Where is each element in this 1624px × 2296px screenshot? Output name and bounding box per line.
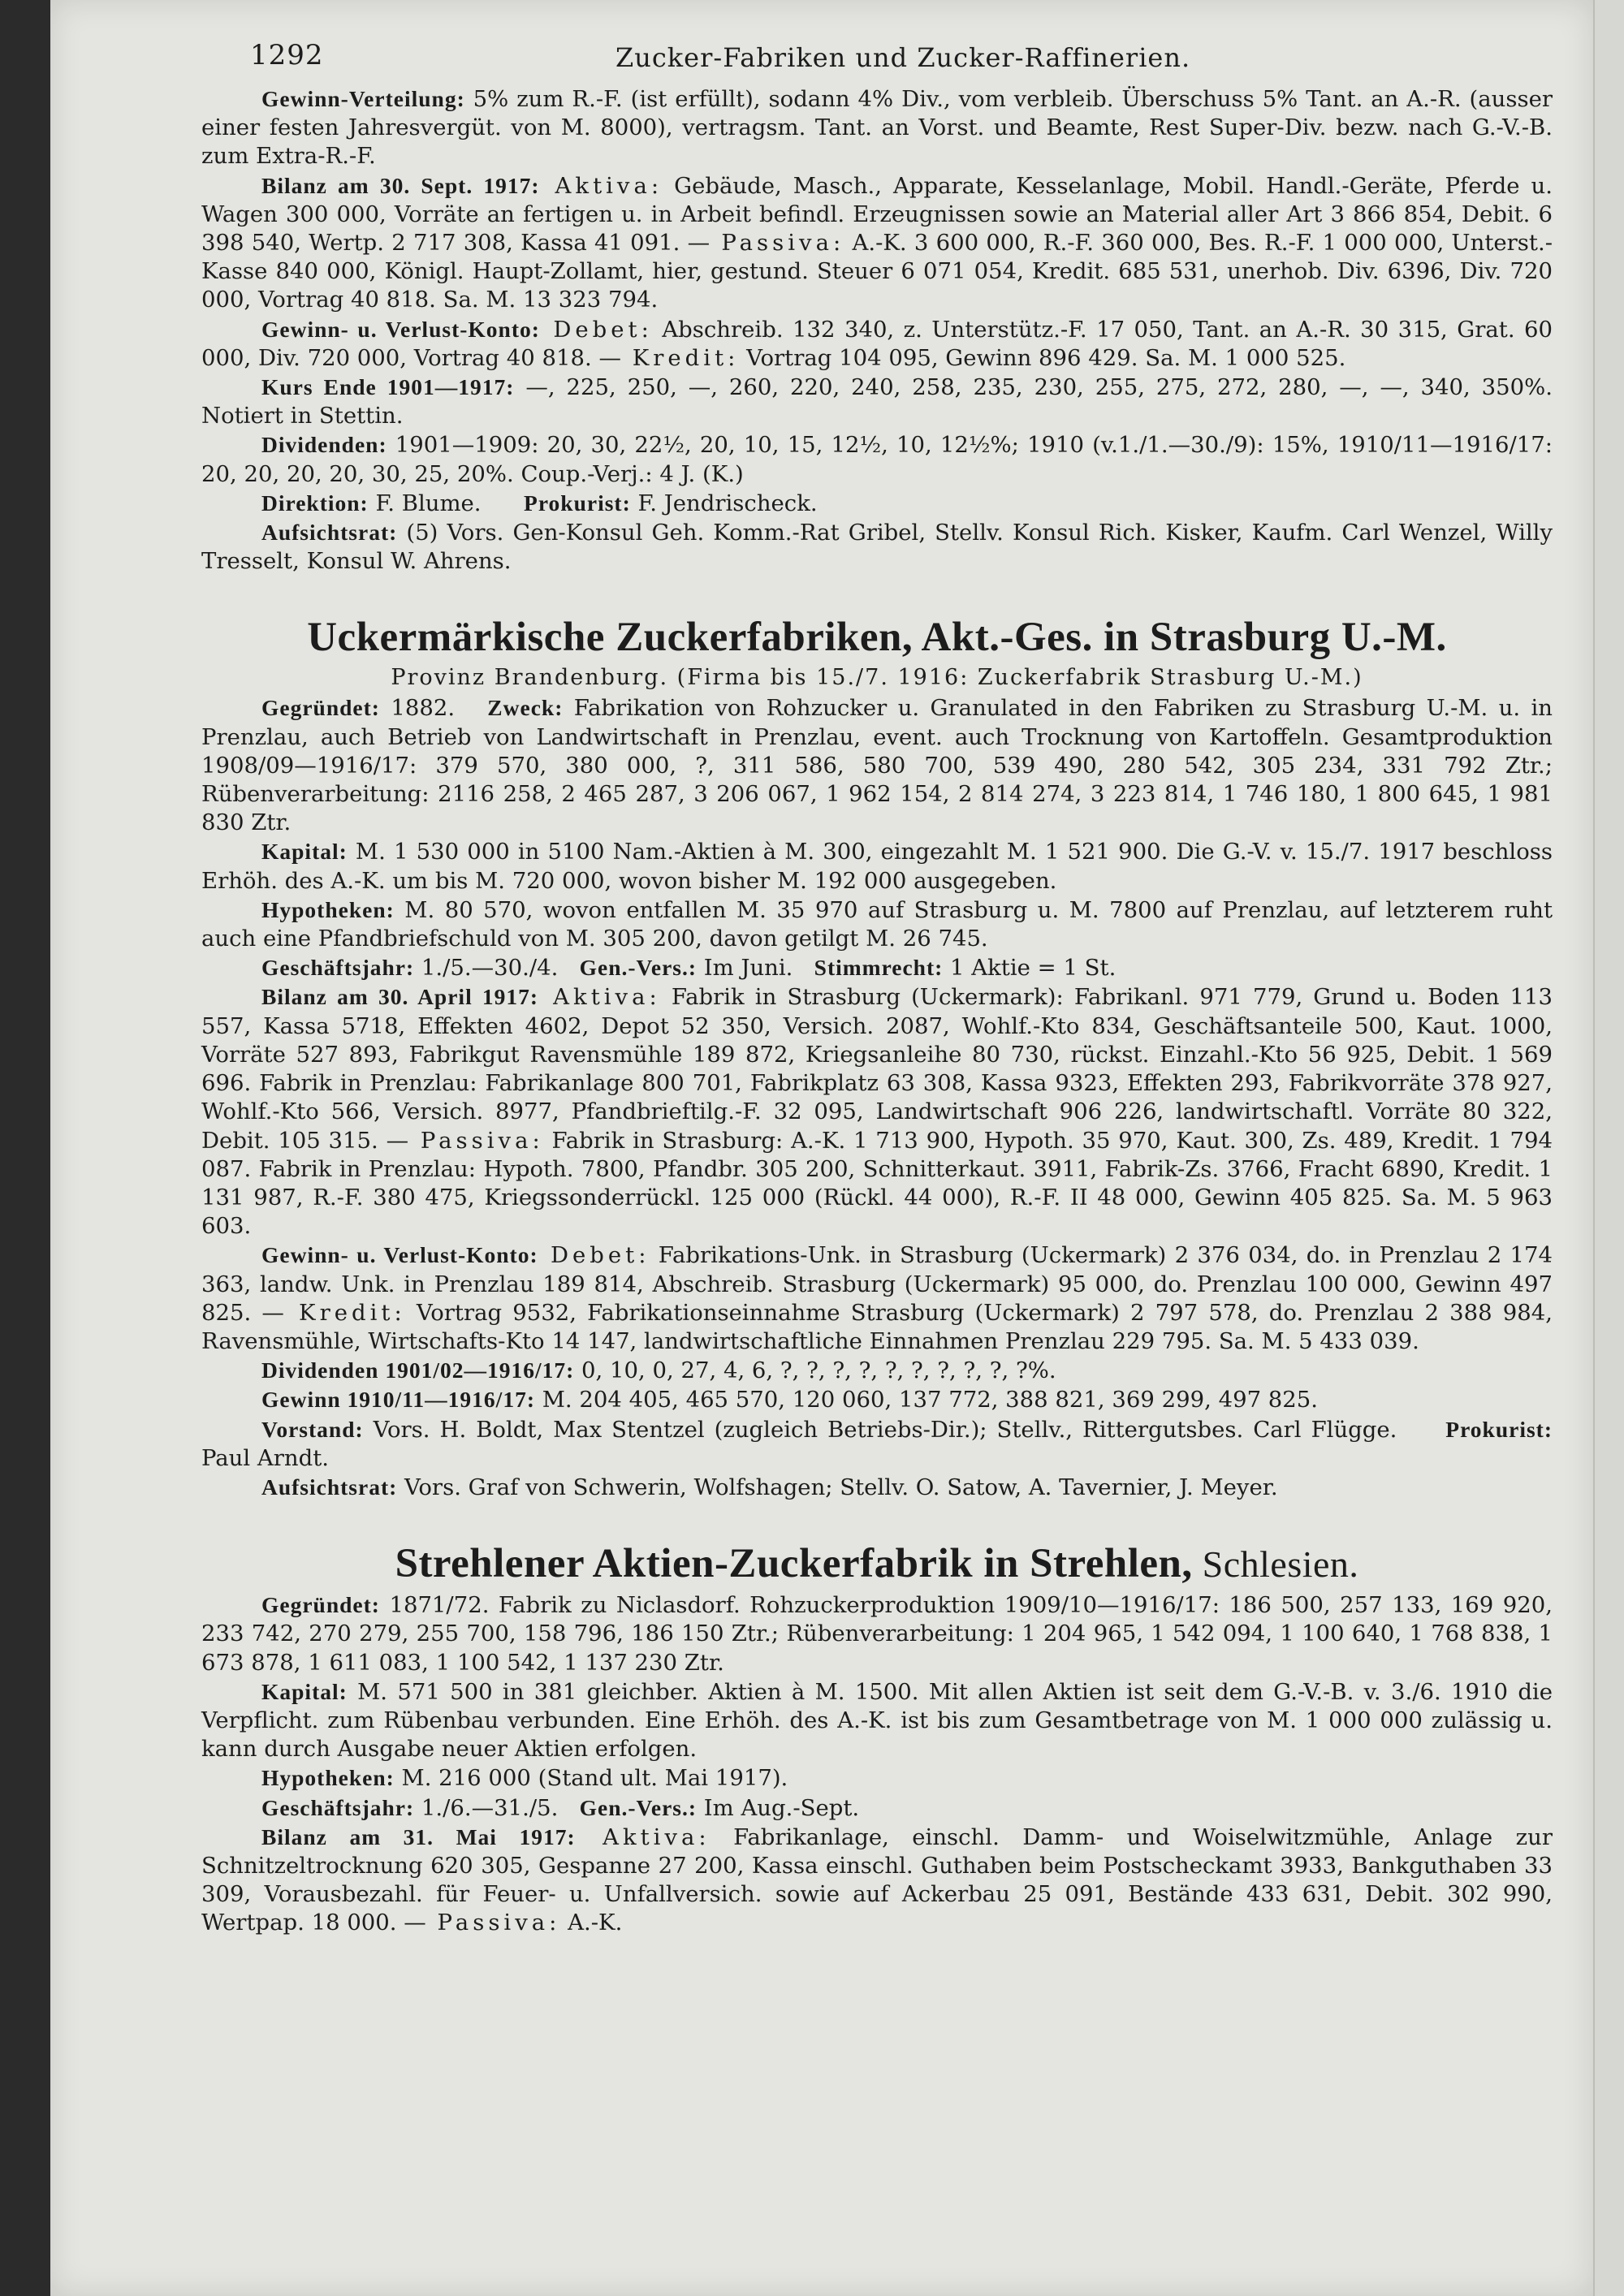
field-text: (5) Vors. Gen-Konsul Geh. Komm.-Rat Gribel, Stellv. Konsul Rich. Kisker, Kaufm. Carl Wenzel, Willy Tresselt, Konsul W. Ahrens. [201, 520, 1553, 575]
field-text: Vortrag 104 095, Gewinn 896 429. Sa. M. 1 000 525. [739, 344, 1346, 371]
field-label: Direktion: [261, 490, 369, 516]
field-text: —, 225, 250, —, 260, 220, 240, 258, 235, 230, 255, 275, 272, 280, —, —, 340, 350%. Notiert in Stettin. [201, 374, 1553, 429]
field-text: Vors. Graf von Schwerin, Wolfshagen; Stellv. O. Satow, A. Tavernier, J. Meyer. [397, 1474, 1278, 1500]
aufsichtsrat-paragraph [201, 518, 1553, 576]
field-label: Hypotheken: [261, 896, 395, 922]
field-text: F. Jendrischeck. [630, 490, 818, 516]
geschaeftsjahr-paragraph [201, 953, 1553, 982]
company-region: Schlesien. [1192, 1543, 1359, 1586]
dividenden-paragraph [201, 430, 1553, 488]
bilanz-paragraph [201, 982, 1553, 1241]
field-text: Vortrag 9532, Fabrikationseinnahme Strasburg (Uckermark) 2 797 578, do. Prenzlau 2 388 984, Ravensmühle, Wirtschafts-Kto 14 147, landwirtschaftliche Einnahmen Prenzlau 229 795. Sa. M. 5 433 039. [201, 1299, 1553, 1354]
field-label: Kapital: [261, 839, 348, 865]
gewinn-verlust-paragraph [201, 1241, 1553, 1356]
strehlen-company-entry [201, 1538, 1553, 1937]
field-label: Aufsichtsrat: [261, 1474, 398, 1500]
previous-company-entry [201, 84, 1553, 576]
aktiva-label: Aktiva: [538, 984, 661, 1011]
passiva-label: Passiva: [408, 1127, 544, 1154]
gewinn-verteilung-paragraph [201, 84, 1553, 171]
gewinn-verlust-paragraph [201, 315, 1553, 373]
field-text: F. Blume. [368, 490, 482, 516]
gegruendet-paragraph [201, 693, 1553, 837]
field-label: Hypotheken: [261, 1765, 395, 1791]
field-text: Im Juni. [697, 955, 793, 982]
field-label: Vorstand: [261, 1416, 364, 1442]
bilanz-paragraph [201, 1823, 1553, 1938]
field-label: Prokurist: [1445, 1416, 1553, 1442]
field-text: 1901—1909: 20, 30, 22½, 20, 10, 15, 12½, 10, 12½%; 1910 (v.1./1.—30./9): 15%, 1910/11—1916/17: 20, 20, 20, 20, 30, 25, 20%. Coup.-Verj.: 4 J. (K.) [201, 432, 1553, 487]
field-label: Geschäftsjahr: [261, 955, 415, 981]
kapital-paragraph [201, 1677, 1553, 1764]
hypotheken-paragraph [201, 1763, 1553, 1793]
field-text: Fabrikanlage, einschl. Damm- und Woiselwitzmühle, Anlage zur Schnitzeltrocknung 620 305, Gespanne 27 200, Kassa einschl. Guthaben beim Postscheckamt 3933, Bankguthaben 33 309, Vorausbezahl. für Feuer- u. Unfallversich. sowie auf Ackerbau 25 091, Bestände 433 631, Debit. 302 990, Wertpap. 18 000. — [201, 1823, 1553, 1936]
field-text: Paul Arndt. [201, 1444, 330, 1471]
page-number: 1292 [250, 39, 324, 71]
hypotheken-paragraph [201, 896, 1553, 953]
kapital-paragraph [201, 837, 1553, 895]
field-text: 1 Aktie = 1 St. [943, 955, 1116, 982]
field-text: Fabrik in Strasburg: A.-K. 1 713 900, Hypoth. 35 970, Kaut. 300, Zs. 489, Kredit. 1 794 087. Fabrik in Prenzlau: Hypoth. 7800, Pfandbr. 305 200, Schnitterkaut. 3911, Fabrik-Zs. 3766, Fracht 6890, Kredit. 1 131 987, R.-F. 380 475, Kriegssonderrückl. 125 000 (Rückl. 44 000), R.-F. II 48 000, Gewinn 405 825. Sa. M. 5 963 603. [201, 1127, 1553, 1240]
field-label: Bilanz am 31. Mai 1917: [261, 1823, 576, 1849]
gegruendet-paragraph [201, 1590, 1553, 1677]
field-label: Gen.-Vers.: [579, 955, 698, 981]
passiva-label: Passiva: [425, 1910, 561, 1936]
field-label: Aufsichtsrat: [261, 520, 398, 546]
kredit-label: Kredit: [620, 344, 740, 371]
field-text: Abschreib. 132 340, z. Unterstütz.-F. 17 050, Tant. an A.-R. 30 315, Grat. 60 000, Div. 720 000, Vortrag 40 818. — [201, 316, 1553, 371]
company-name: Strehlener Aktien-Zuckerfabrik in Strehlen, [395, 1541, 1193, 1587]
field-text: 0, 10, 0, 27, 4, 6, ?, ?, ?, ?, ?, ?, ?, ?, ?, ?%. [574, 1357, 1056, 1384]
running-title: Zucker-Fabriken und Zucker-Raffinerien. [615, 42, 1191, 73]
field-text: 1871/72. Fabrik zu Niclasdorf. Rohzuckerproduktion 1909/10—1916/17: 186 500, 257 133, 169 920, 233 742, 270 279, 255 700, 158 796, 186 150 Ztr.; Rübenverarbeitung: 1 204 965, 1 542 094, 1 100 640, 1 768 838, 1 673 878, 1 611 083, 1 100 542, 1 137 230 Ztr. [201, 1592, 1553, 1676]
vorstand-paragraph [201, 1415, 1553, 1473]
field-text: M. 1 530 000 in 5100 Nam.-Aktien à M. 300, eingezahlt M. 1 521 900. Die G.-V. v. 15./7. 1917 beschloss Erhöh. des A.-K. um bis M. 720 000, wovon bisher M. 192 000 ausgegeben. [201, 839, 1553, 894]
field-label: Stimmrecht: [814, 955, 944, 981]
field-label: Gewinn 1910/11—1916/17: [261, 1387, 535, 1413]
field-text: M. 80 570, wovon entfallen M. 35 970 auf Strasburg u. M. 7800 auf Prenzlau, auf letzterem ruht auch eine Pfandbriefschuld von M. 305 200, davon getilgt M. 26 745. [201, 896, 1553, 952]
field-label: Gegründet: [261, 695, 380, 721]
uckermark-company-entry [201, 611, 1553, 1502]
field-label: Bilanz am 30. Sept. 1917: [261, 172, 540, 198]
passiva-label: Passiva: [710, 230, 845, 257]
field-text: 1./5.—30./4. [414, 955, 559, 982]
company-title [201, 1538, 1553, 1590]
aktiva-label: Aktiva: [575, 1823, 710, 1850]
field-text: Gebäude, Masch., Apparate, Kesselanlage, Mobil. Handl.-Geräte, Pferde u. Wagen 300 000, Vorräte an fertigen u. in Arbeit befindl. Erzeugnissen sowie an Material aller Art 3 866 854, Debit. 6 398 540, Wertp. 2 717 308, Kassa 41 091. — [201, 172, 1553, 257]
direktion-paragraph [201, 489, 1553, 518]
field-label: Bilanz am 30. April 1917: [261, 984, 539, 1010]
field-label: Kapital: [261, 1678, 348, 1704]
kredit-label: Kredit: [283, 1299, 406, 1326]
field-text: Vors. H. Boldt, Max Stentzel (zugleich Betriebs-Dir.); Stellv., Rittergutsbes. Carl Flügge. [363, 1416, 1397, 1443]
kurs-paragraph [201, 373, 1553, 430]
field-label: Geschäftsjahr: [261, 1794, 415, 1820]
field-label: Gegründet: [261, 1592, 380, 1618]
geschaeftsjahr-paragraph [201, 1793, 1553, 1823]
bilanz-paragraph [201, 171, 1553, 315]
field-text: 1./6.—31./5. [414, 1794, 559, 1821]
debet-label: Debet: [538, 1242, 650, 1269]
field-label: Dividenden: [261, 432, 387, 458]
company-title: Uckermärkische Zuckerfabriken, Akt.-Ges. in Strasburg U.-M. [307, 615, 1447, 661]
field-label: Kurs Ende 1901—1917: [261, 374, 515, 400]
field-text: 5% zum R.-F. (ist erfüllt), sodann 4% Div., vom verbleib. Überschuss 5% Tant. an A.-R. (ausser einer festen Jahresvergüt. von M. 8000), vertragsm. Tant. an Vorst. und Beamte, Rest Super-Div. bezw. nach G.-V.-B. zum Extra-R.-F. [201, 86, 1553, 170]
company-subline: Provinz Brandenburg. (Firma bis 15./7. 1916: Zuckerfabrik Strasburg U.-M.) [391, 665, 1363, 691]
field-text: 1882. [379, 695, 456, 722]
field-text: M. 571 500 in 381 gleichber. Aktien à M. 1500. Mit allen Aktien ist seit dem G.-V.-B. v. 3./6. 1910 die Verpflicht. zum Rübenbau verbunden. Eine Erhöh. des A.-K. ist bis zum Gesamtbetrage von M. 1 000 000 zulässig u. kann durch Ausgabe neuer Aktien erfolgen. [201, 1678, 1553, 1763]
field-text: A.-K. [560, 1910, 623, 1936]
field-text: Fabrikation von Rohzucker u. Granulated in den Fabriken zu Strasburg U.-M. u. in Prenzlau, auch Betrieb von Landwirtschaft in Prenzlau, event. auch Trocknung von Kartoffeln. Gesamtproduktion 1908/09—1916/17: 379 570, 380 000, ?, 311 586, 580 700, 539 490, 280 542, 305 234, 331 792 Ztr.; Rübenverarbeitung: 2116 258, 2 465 287, 3 206 067, 1 962 154, 2 814 274, 3 223 814, 1 746 180, 1 800 645, 1 981 830 Ztr. [201, 695, 1553, 836]
field-label: Gewinn-Verteilung: [261, 86, 465, 111]
dividenden-paragraph [201, 1356, 1553, 1385]
field-text: A.-K. 3 600 000, R.-F. 360 000, Bes. R.-F. 1 000 000, Unterst.-Kasse 840 000, Königl. Haupt-Zollamt, hier, gestund. Steuer 6 071 054, Kredit. 685 531, unerhob. Div. 6396, Div. 720 000, Vortrag 40 818. Sa. M. 13 323 794. [201, 230, 1553, 313]
aufsichtsrat-paragraph [201, 1473, 1553, 1502]
field-text: Fabrikations-Unk. in Strasburg (Uckermark) 2 376 034, do. in Prenzlau 2 174 363, landw. Unk. in Prenzlau 189 814, Abschreib. Strasburg (Uckermark) 95 000, do. Prenzlau 100 000, Gewinn 497 825. — [201, 1242, 1553, 1326]
field-text: M. 216 000 (Stand ult. Mai 1917). [394, 1765, 788, 1792]
field-label: Dividenden 1901/02—1916/17: [261, 1357, 575, 1383]
field-label: Gewinn- u. Verlust-Konto: [261, 316, 540, 342]
running-head [201, 39, 1553, 76]
field-label: Gewinn- u. Verlust-Konto: [261, 1242, 538, 1268]
aktiva-label: Aktiva: [539, 172, 663, 199]
gewinn-paragraph [201, 1385, 1553, 1414]
field-text: M. 204 405, 465 570, 120 060, 137 772, 388 821, 369 299, 497 825. [534, 1387, 1319, 1413]
field-text: Fabrik in Strasburg (Uckermark): Fabrikanl. 971 779, Grund u. Boden 113 557, Kassa 5718, Effekten 4602, Depot 52 350, Versich. 2087, Wohlf.-Kto 834, Geschäftsanteile 500, Kaut. 1000, Vorräte 527 893, Fabrikgut Ravensmühle 189 872, Kriegsanleihe 80 730, rückst. Einzahl.-Kto 56 925, Debit. 1 569 696. Fabrik in Prenzlau: Fabrikanlage 800 701, Fabrikplatz 63 308, Kassa 9323, Effekten 293, Fabrikvorräte 378 927, Wohlf.-Kto 566, Versich. 8977, Pfandbrieftilg.-F. 32 095, Landwirtschaft 906 226, landwirtschaftl. Vorräte 80 322, Debit. 105 315. — [201, 984, 1553, 1154]
field-label: Gen.-Vers.: [579, 1794, 698, 1820]
field-label: Prokurist: [524, 490, 631, 516]
page-content [201, 39, 1553, 1938]
scan-edge [1593, 0, 1624, 2296]
debet-label: Debet: [539, 316, 653, 343]
field-label: Zweck: [487, 695, 564, 721]
field-text: Im Aug.-Sept. [697, 1794, 860, 1821]
